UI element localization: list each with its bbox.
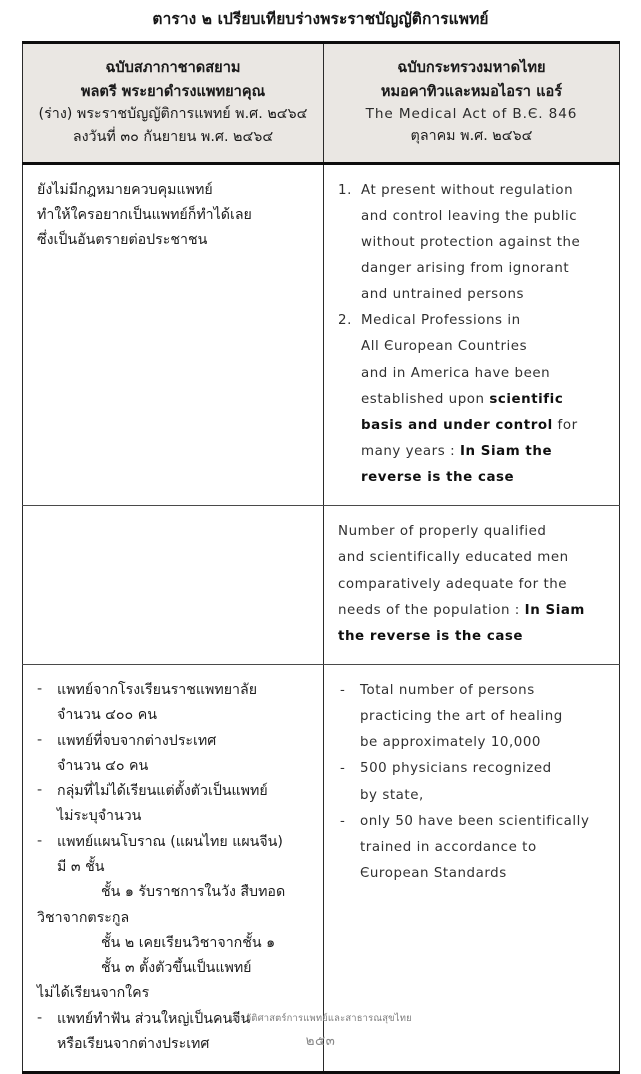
plain-text: All Єuropean Countries (361, 339, 528, 355)
header-cell-left (23, 43, 324, 164)
text-line: only 50 have been scientifically (360, 813, 590, 829)
text-line: แพทย์แผนโบราณ (แผนไทย แผนจีน) (57, 833, 283, 850)
table-row (23, 506, 620, 665)
text-line: กลุ่มที่ไม่ได้เรียนแต่ตั้งตัวเป็นแพทย์ (57, 783, 268, 800)
footer-book-title: ประวัติศาสตร์การแพทย์และสาธารณสุขไทย (229, 1013, 412, 1024)
header-right-line-1: ฉบับกระทรวงมหาดไทย (397, 59, 546, 76)
text-line: แพทย์จากโรงเรียนราชแพทยาลัย (57, 681, 258, 698)
text-line: be approximately 10,000 (360, 735, 541, 751)
list-marker: - (340, 682, 346, 698)
plain-text: established upon (361, 391, 490, 407)
text-line: วิชาจากตระกูล (37, 909, 130, 926)
list-item (338, 756, 607, 808)
list-item (338, 809, 607, 887)
text-line: ไม่ระบุจำนวน (57, 808, 142, 825)
text-line: and untrained persons (361, 287, 525, 303)
row-1-cell-left (23, 163, 324, 506)
list-item (37, 779, 311, 830)
plain-text: for (552, 417, 578, 433)
text-line: แพทย์ทำฟัน ส่วนใหญ่เป็นคนจีน (57, 1010, 251, 1027)
text-line: trained in accordance to (360, 839, 537, 855)
text-line: ซึ่งเป็นอันตรายต่อประชาชน (37, 232, 208, 249)
emphasis-text: reverse is the case (361, 470, 515, 486)
emphasis-text: In Siam (524, 602, 585, 618)
text-line: หรือเรียนจากต่างประเทศ (57, 1035, 210, 1052)
text-line (338, 545, 607, 571)
list-item (37, 729, 311, 780)
text-line: danger arising from ignorant (361, 261, 570, 277)
text-line: แพทย์ที่จบจากต่างประเทศ (57, 732, 217, 749)
text-line (361, 465, 607, 491)
header-right-line-2: หมอคาทิวและหมอไอรา แอร์ (380, 82, 563, 100)
header-right-line-3: The Medical Act of B.Є. 846 (365, 106, 578, 123)
emphasis-text: scientific (489, 391, 564, 407)
text-line (361, 439, 607, 465)
list-item (338, 178, 607, 309)
numbered-list (338, 178, 607, 492)
latin-paragraph (338, 519, 607, 650)
header-left-line-1: ฉบับสภากาชาดสยาม (105, 59, 241, 76)
list-marker: - (37, 1009, 43, 1026)
row-1-cell-right (324, 163, 620, 506)
row-2-cell-right (324, 506, 620, 665)
text-line (361, 413, 607, 439)
plain-text: and in America have been (361, 365, 551, 381)
text-line: At present without regulation (361, 182, 574, 198)
table-row (23, 163, 620, 506)
list-item (338, 308, 607, 491)
page-title: ตาราง ๒ เปรียบเทียบร่างพระราชบัญญัติการแพทย์ (152, 10, 489, 28)
text-line: จำนวน ๔๐๐ คน (57, 707, 157, 724)
text-line: Total number of persons (360, 682, 535, 698)
text-line (361, 361, 607, 387)
header-left-line-3: (ร่าง) พระราชบัญญัติการแพทย์ พ.ศ. ๒๔๖๔ (38, 106, 308, 123)
text-line: and control leaving the public (361, 208, 578, 224)
table-header-row (23, 43, 620, 164)
plain-text: needs of the population : (338, 602, 525, 618)
plain-text: Medical Professions in (361, 313, 521, 329)
list-marker: 2. (338, 313, 352, 329)
list-marker: - (37, 731, 43, 748)
header-cell-right (324, 43, 620, 164)
text-line: ชั้น ๒ เคยเรียนวิชาจากชั้น ๑ (101, 934, 276, 951)
plain-text: Number of properly qualified (338, 524, 547, 540)
page-footer (0, 1012, 641, 1051)
text-line: ทำให้ใครอยากเป็นแพทย์ก็ทำได้เลย (37, 206, 252, 223)
text-line: มี ๓ ชั้น (57, 858, 105, 875)
text-line (338, 572, 607, 598)
text-line: จำนวน ๔๐ คน (57, 757, 149, 774)
header-left-line-4: ลงวันที่ ๓๐ กันยายน พ.ศ. ๒๔๖๔ (72, 129, 274, 146)
list-item (338, 678, 607, 756)
footer-page-number: ๒๕๓ (305, 1033, 336, 1050)
text-line: ชั้น ๑ รับราชการในวัง สืบทอด (101, 884, 286, 901)
emphasis-text: basis and under control (361, 417, 553, 433)
text-line (361, 387, 607, 413)
text-line: ชั้น ๓ ตั้งตัวขึ้นเป็นแพทย์ (101, 960, 252, 977)
list-item (37, 830, 311, 1007)
header-left-line-2: พลตรี พระยาดำรงแพทยาคุณ (80, 82, 266, 100)
text-line: ไม่ได้เรียนจากใคร (37, 985, 150, 1002)
list-item (37, 678, 311, 729)
text-line (338, 624, 607, 650)
text-line (338, 519, 607, 545)
list-marker: - (37, 782, 43, 799)
list-marker: - (340, 761, 346, 777)
plain-text: and scientifically educated men (338, 550, 569, 566)
plain-text: comparatively adequate for the (338, 576, 568, 592)
latin-bullet-list (338, 678, 607, 887)
text-line: without protection against the (361, 234, 581, 250)
list-marker: - (37, 832, 43, 849)
list-marker: - (340, 813, 346, 829)
plain-text: many years : (361, 444, 460, 459)
text-line: ยังไม่มีกฎหมายควบคุมแพทย์ (37, 181, 213, 198)
text-line (338, 598, 607, 624)
text-line (361, 308, 607, 334)
thai-bullet-list (37, 678, 311, 1057)
thai-paragraph (37, 178, 311, 254)
row-2-cell-left (23, 506, 324, 665)
text-line: 500 physicians recognized (360, 761, 552, 777)
text-line: by state, (360, 787, 424, 803)
emphasis-text: the reverse is the case (338, 628, 524, 644)
list-marker: - (37, 680, 43, 697)
header-right-line-4: ตุลาคม พ.ศ. ๒๔๖๔ (410, 128, 533, 145)
text-line: Єuropean Standards (360, 865, 507, 881)
emphasis-text: In Siam the (459, 444, 553, 459)
text-line (361, 334, 607, 360)
text-line: practicing the art of healing (360, 709, 563, 725)
comparison-table (22, 41, 620, 1074)
list-marker: 1. (338, 182, 352, 198)
